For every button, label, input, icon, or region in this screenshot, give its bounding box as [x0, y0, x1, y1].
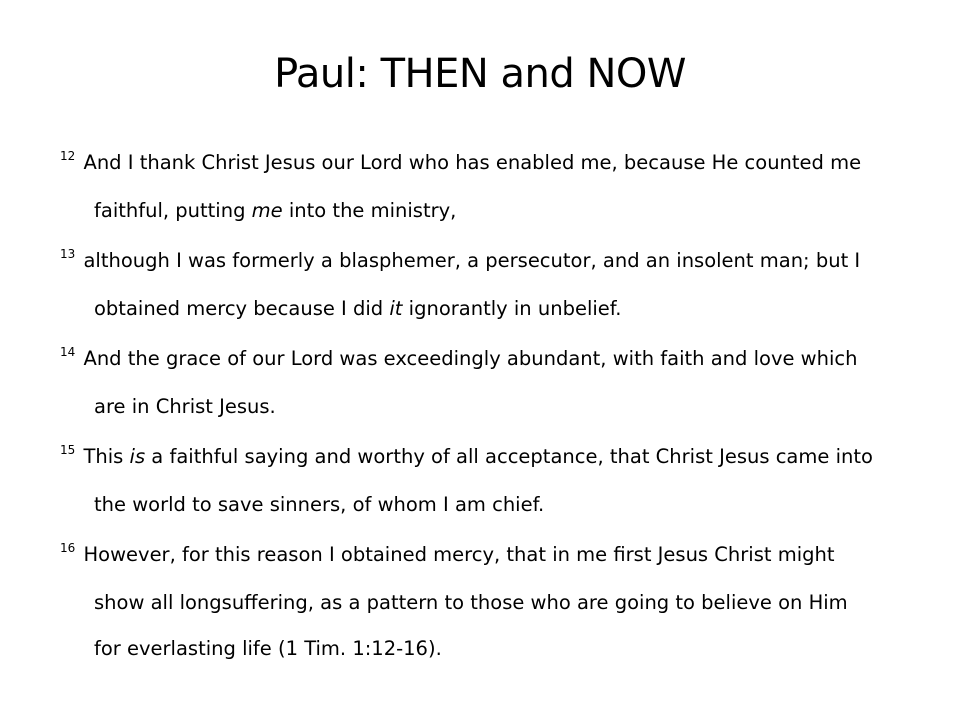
slide-body — [60, 140, 880, 676]
verse-text: ignorantly in unbelief. — [402, 297, 622, 320]
verse-number: 15 — [60, 443, 76, 457]
verse-text-italic: it — [389, 297, 403, 320]
verse-14 — [60, 336, 880, 430]
verse-number: 13 — [60, 247, 76, 261]
verse-text: a faithful saying and worthy of all acceptance, that Christ Jesus came into the world to save sinners, of whom I am chief. — [94, 445, 873, 516]
verse-text: However, for this reason I obtained mercy, that in me first Jesus Christ might show all longsuffering, as a pattern to those who are going to believe on Him for everlasting life (1 Tim. 1:12-16). — [83, 543, 848, 660]
verse-text-italic: me — [251, 199, 283, 222]
verse-12 — [60, 140, 880, 234]
verse-text: This — [83, 445, 130, 468]
verse-16 — [60, 532, 880, 672]
verse-13 — [60, 238, 880, 332]
verse-15 — [60, 434, 880, 528]
verse-text: And I thank Christ Jesus our Lord who has enabled me, because He counted me faithful, putting — [83, 151, 862, 222]
verse-text: into the ministry, — [282, 199, 457, 222]
slide-title: Paul: THEN and NOW — [274, 51, 686, 97]
verse-text-italic: is — [129, 445, 146, 468]
verse-number: 14 — [60, 345, 76, 359]
verse-text: although I was formerly a blasphemer, a persecutor, and an insolent man; but I obtained mercy because I did — [83, 249, 861, 320]
verse-text: And the grace of our Lord was exceedingly abundant, with faith and love which are in Christ Jesus. — [83, 347, 858, 418]
verse-number: 16 — [60, 541, 76, 555]
verse-number: 12 — [60, 149, 76, 163]
